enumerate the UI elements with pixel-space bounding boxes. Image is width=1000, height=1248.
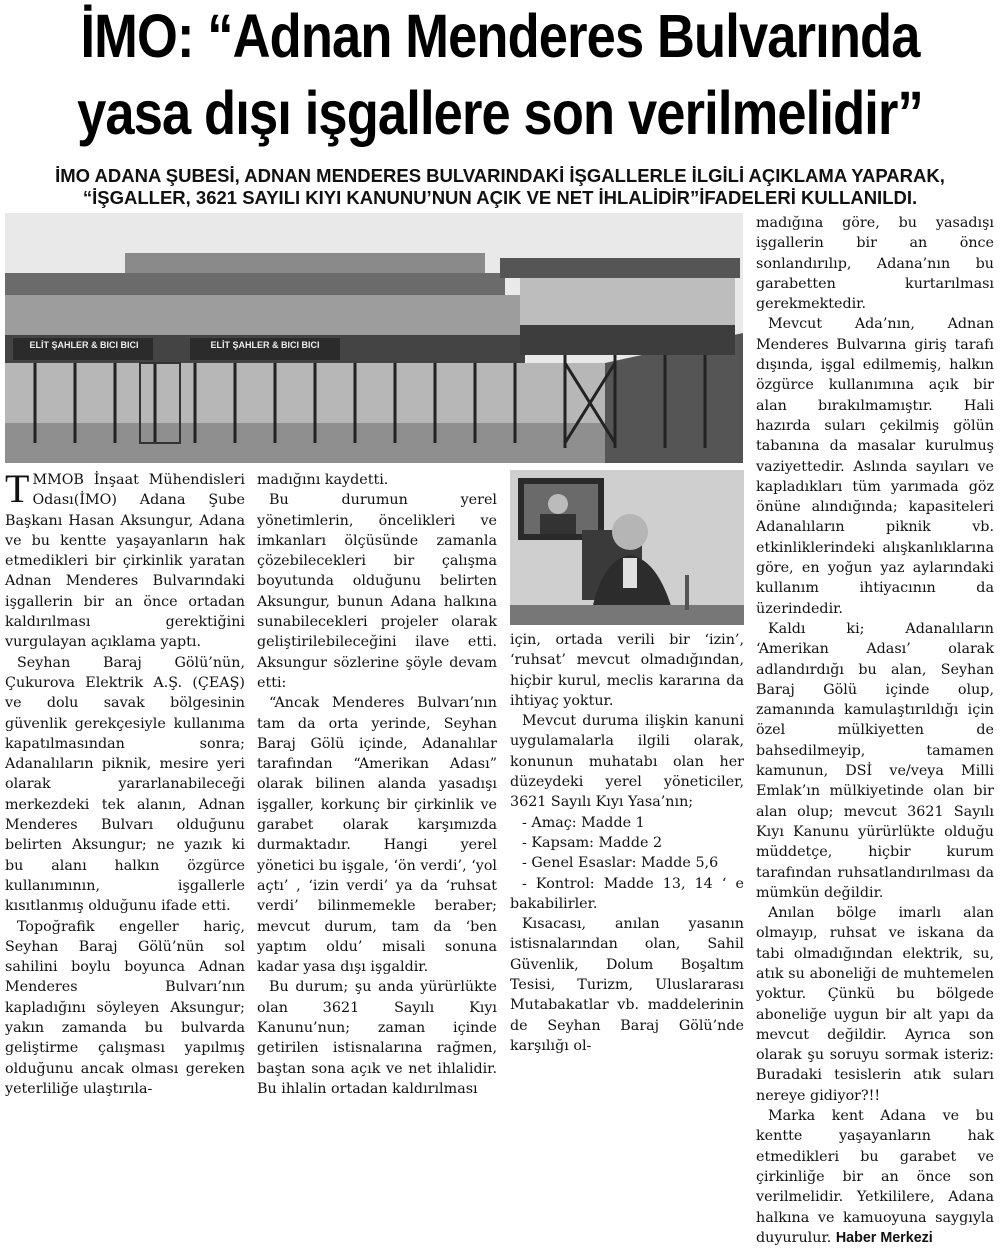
article-column-1 [5,466,245,1099]
paragraph: Bu durum; şu anda yürürlükte olan 3621 Sayılı Kıyı Kanunu’nun; zaman içinde getirilen istisnalarına rağmen, baştan sona açık ve net ihlalidir. Bu ihlalin ortadan kaldırılması [257,979,497,1097]
headline-line-1: İMO: “Adnan Menderes Bulvarında [80,2,920,70]
subheadline-line-2: “İŞGALLER, 3621 SAYILI KIYI KANUNU’NUN AÇIK VE NET İHLALİDİR”İFADELERİ KULLANILDI. [82,187,918,208]
article-column-3 [510,630,744,1056]
sign-right: ELİT ŞAHLER & BICI BICI [210,340,320,350]
restaurant-over-lake-image [5,213,743,463]
paragraph: “Ancak Menderes Bulvarı’nın tam da orta yerinde, Seyhan Baraj Gölü içinde, Adanalılar tarafından “Amerikan Adası” olarak bilinen alanda yasadışı işgaller, korkunç bir çirkinlik ve garabet olarak karşımızda durmaktadır. Hangi yerel yönetici bu işgale, ‘ön verdi’, ‘yol açtı’ , ‘izin verdi’ ya da ‘ruhsat verdi’ bilinmemekle beraber; mevcut durum, tam da ‘ben yaptım oldu’ misali sonuna kadar yasa dışı işgaldir. [257,695,497,976]
portrait-photo [510,470,744,625]
paragraph: Mevcut Ada’nın, Adnan Menderes Bulvarına giriş tarafı dışında, işgal edilmemiş, halkın özgürce kullanımına açık bir alan bırakılmamıştır. Hali hazırda suları çekilmiş gölün tabanına da masalar kurulmuş vaziyettedir. Aslında sayıları ve kapladıkları tüm yarımada göz önüne alındığında; kapasiteleri Adanalıların piknik vb. etkinliklerindeki alışkanlıklarına göre, en yoğun yaz aylarındaki kullanım ihtiyacının da üzerindedir. [756,316,994,617]
byline: Haber Merkezi [835,1229,933,1246]
paragraph: Seyhan Baraj Gölü’nün, Çukurova Elektrik A.Ş. (ÇEAŞ) ve dolu savak bölgesinin güvenlik gerekçesiyle kullanıma kapatılmasından sonra; Adanalıların piknik, mesire yeri olarak yararlanabileceği merkezdeki tek alanın, Adnan Menderes Bulvarı olduğunu belirten Aksungur; ne yazık ki bu alanı halkın özgürce kullanımının, işgallerle kısıtlanmış olduğunu ifade etti. [5,654,245,915]
paragraph: madığını kaydetti. [257,472,389,488]
paragraph: Topoğrafik engeller hariç, Seyhan Baraj Gölü’nün sol sahilini boylu boyunca Adnan Menderes Bulvarı’nın kapladığını söyleyen Aksungur; yakın zamanda bu bulvarda geliştirme çalışması yapılmış olduğunu ancak olması gereken yeterliliğe ulaştırıla- [5,918,245,1097]
main-photo [5,213,743,463]
paragraph: için, ortada verili bir ‘izin’, ‘ruhsat’ mevcut olmadığından, hiçbir kurul, meclis kararına da ihtiyaç yoktur. [510,632,744,709]
paragraph: TMMOB İnşaat Mühendisleri Odası(İMO) Adana Şube Başkanı Hasan Aksungur, Adana ve bu kentte yaşayanların hak etmedikleri bir çirkinlik yaratan Adnan Menderes Bulvarındaki işgallerin bir an önce ortadan kaldırılması gerektiğini vurgulayan açıklama yaptı. [5,466,245,651]
paragraph: Bu durumun yerel yönetimlerin, öncelikleri ve imkanları ölçüsünde zamanla çözebilecekleri bir çalışma boyutunda olduğunu belirten Aksungur, bunun Adana halkına sunabilecekleri projeler olarak geliştirilebileceğini ilave etti. Aksungur sözlerine şöyle devam etti: [257,492,497,691]
subheadline-line-1: İMO ADANA ŞUBESİ, ADNAN MENDERES BULVARINDAKİ İŞGALLERLE İLGİLİ AÇIKLAMA YAPARAK, [55,165,945,186]
list-item: - Genel Esaslar: Madde 5,6 [522,855,719,872]
article-column-2 [257,470,497,1099]
paragraph: Mevcut duruma ilişkin kanuni uygulamalarla ilgili olarak, konunun muhatabı olan her düzeydeki yerel yöneticiler, 3621 Sayılı Kıyı Yasa’nın; [510,713,744,811]
paragraph: Kaldı ki; Adanalıların ‘Amerikan Adası’ olarak adlandırdığı bu alan, Seyhan Baraj Gölü içinde olup, zamanında kamulaştırıldığı için özel mülkiyetten de bahsedilmeyip, tamamen kamunun, DSİ ve/veya Milli Emlak’ın mülkiyetinde olan bir alan olup; mevcut 3621 Sayılı Kıyı Kanunu yürürlükte olduğu müddetçe, hiçbir kurum tarafından ruhsatlandırılması da mümkün değildir. [756,620,994,901]
list-item: - Amaç: Madde 1 [522,814,645,831]
list-item: - Kapsam: Madde 2 [522,834,663,851]
headline-line-2: yasa dışı işgallere son verilmelidir” [77,79,923,147]
paragraph: Marka kent Adana ve bu kentte yaşayanların hak etmedikleri bu garabet ve çirkinliğe bir an önce son verilmelidir. Yetkililere, Adana halkına ve kamuoyuna saygıyla duyurulur. Haber Merkezi [756,1108,994,1246]
drop-cap: T [5,466,30,511]
sign-left: ELİT ŞAHLER & BICI BICI [29,340,139,350]
article-column-4 [756,213,994,1248]
paragraph: Anılan bölge imarlı alan olmayıp, ruhsat ve iskana da tabi olmadığından elektrik, su, atık su aboneliği de muhtemelen yoktur. Çünkü bu bölgede aboneliğe uygun bir alt yapı da mevcut değildir. Ayrıca son olarak şu soruyu sormak isteriz: Buradaki tesislerin atık suları nereye gidiyor?!! [756,905,994,1104]
person-at-desk-image [510,470,744,625]
list-item: - Kontrol: Madde 13, 14 ‘ e bakabilirler. [510,875,744,912]
paragraph: Kısacası, anılan yasanın istisnalarından olan, Sahil Güvenlik, Dolum Boşaltım Tesisi, Turizm, Uluslararası Mutabakatlar vb. maddelerinin de Seyhan Baraj Gölü’nde karşılığı ol- [510,916,744,1054]
paragraph: madığına göre, bu yasadışı işgallerin bir an önce sonlandırılıp, Adana’nın bu garabetten kurtarılması gerekmektedir. [756,215,994,313]
